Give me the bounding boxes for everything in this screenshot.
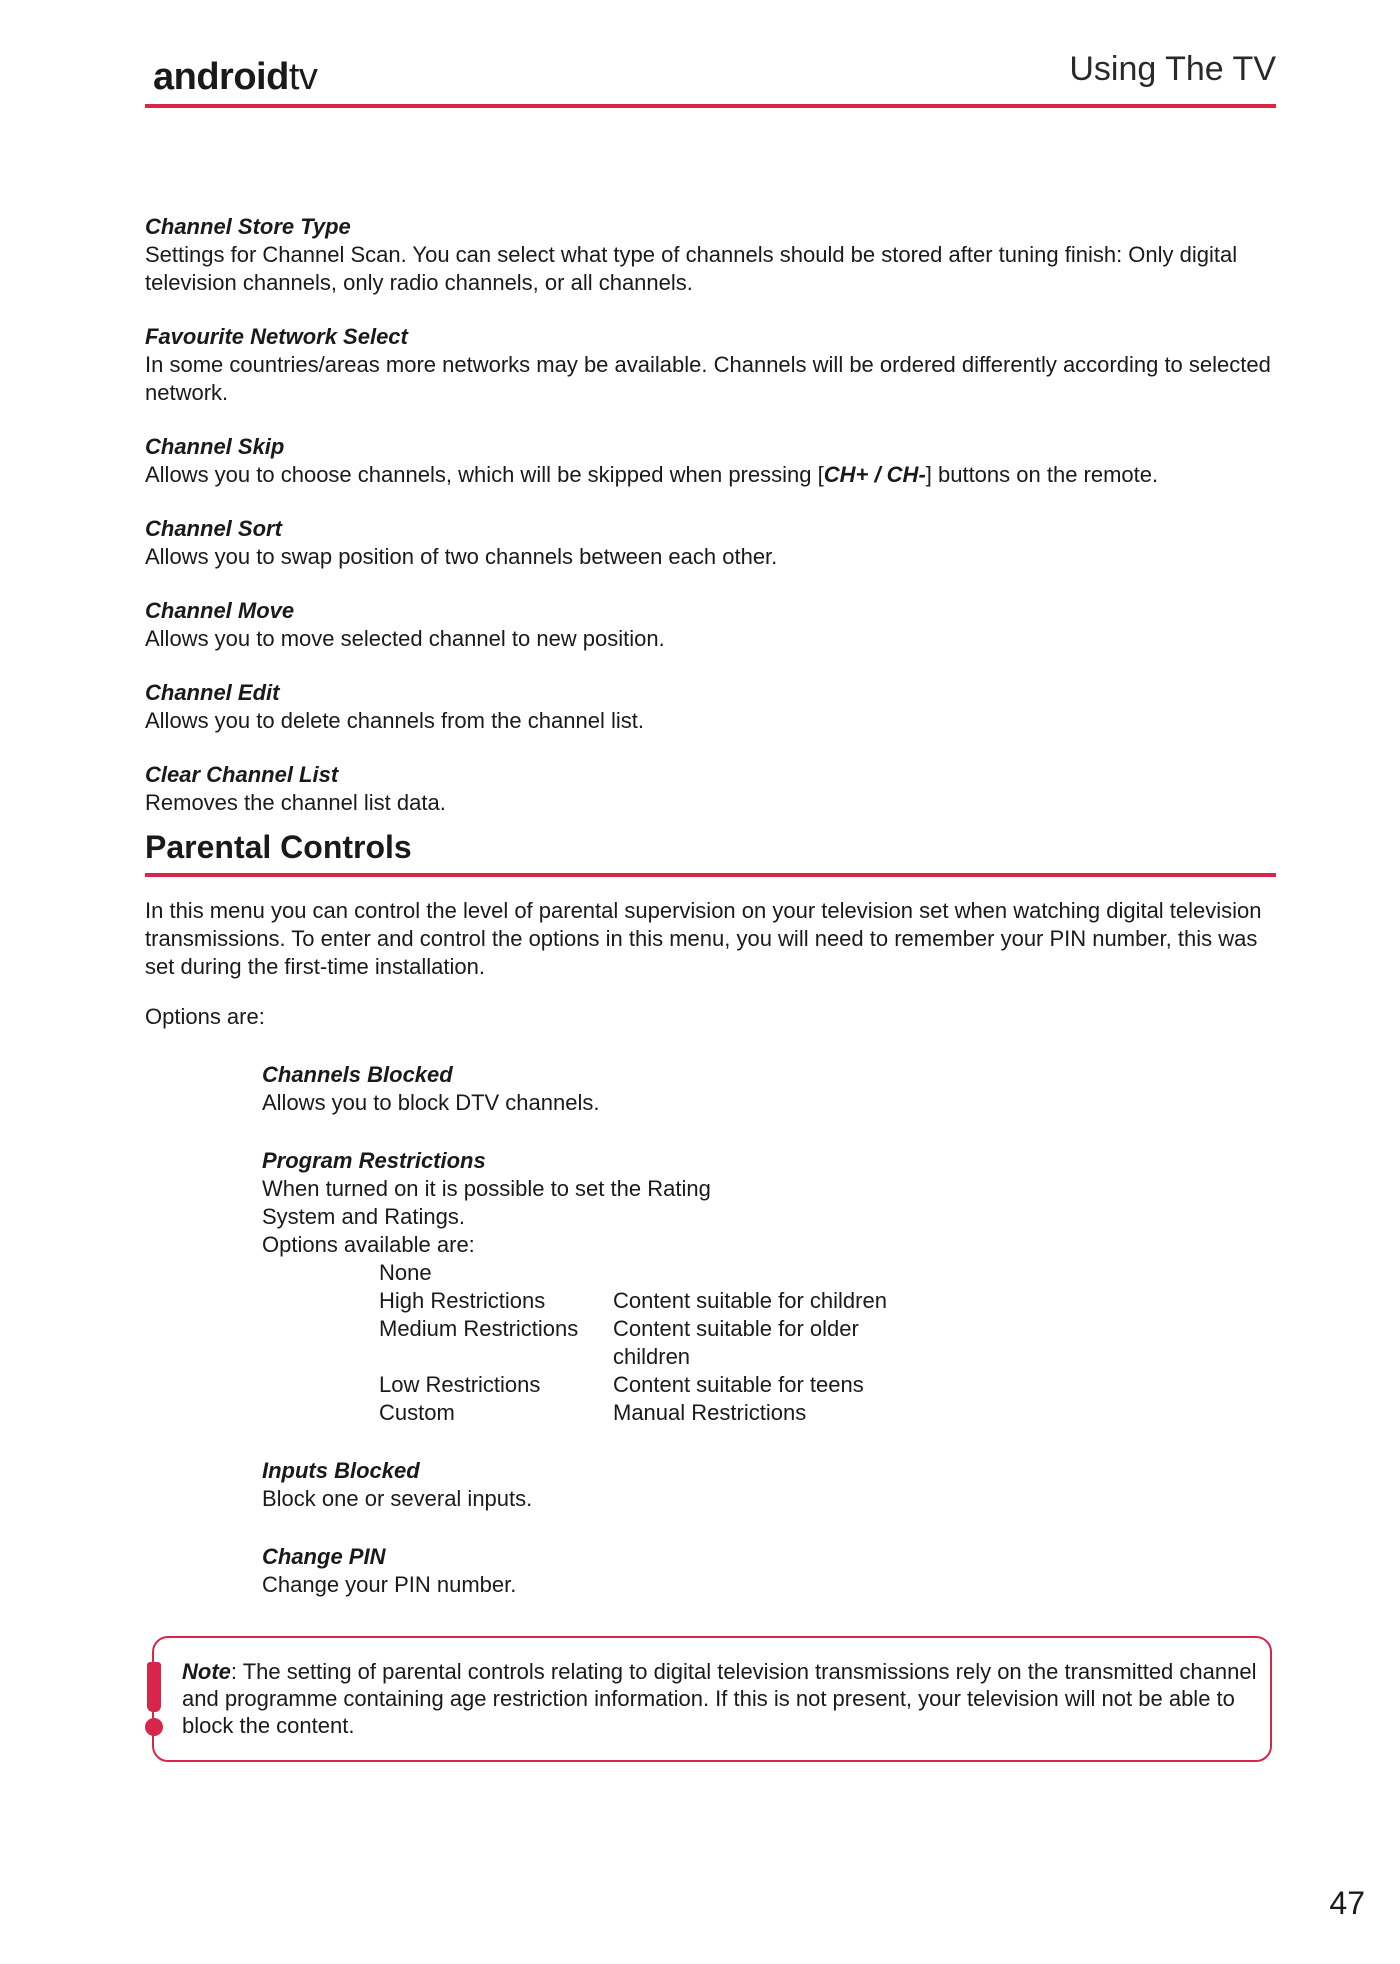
entry-clear-channel-list: [145, 761, 1276, 817]
restriction-name: None: [379, 1260, 432, 1285]
body-text: Allows you to choose channels, which will be skipped when pressing [: [145, 462, 824, 487]
entry-title: Channel Move: [145, 598, 295, 623]
body-text: ] buttons on the remote.: [925, 462, 1159, 487]
remote-buttons: CH+ / CH-: [823, 462, 926, 487]
entry-title: Channel Edit: [145, 680, 280, 705]
entry-title: Channel Skip: [145, 434, 285, 459]
restriction-name: Custom: [379, 1400, 455, 1425]
logo-android: android: [153, 56, 289, 98]
restriction-desc: Content suitable for older children: [613, 1316, 859, 1369]
page-header: [145, 40, 1276, 110]
restriction-name: Low Restrictions: [379, 1372, 541, 1397]
restriction-levels: [379, 1259, 1276, 1427]
parental-options: [262, 1061, 1276, 1599]
option-title: Inputs Blocked: [262, 1458, 420, 1483]
note-text: [182, 1658, 1262, 1739]
entry-body: Allows you to swap position of two channels between each other.: [145, 544, 778, 569]
option-body-line: Options available are:: [262, 1232, 475, 1257]
restriction-name: High Restrictions: [379, 1288, 546, 1313]
restriction-desc: Manual Restrictions: [613, 1400, 807, 1425]
options-label: Options are:: [145, 1004, 265, 1029]
page-number: 47: [1329, 1885, 1365, 1921]
entry-body: In some countries/areas more networks may be available. Channels will be ordered differently according to selected network.: [145, 352, 1271, 405]
main-content: [145, 213, 1276, 1629]
restriction-desc: [613, 1259, 933, 1287]
option-body: Allows you to block DTV channels.: [262, 1090, 600, 1115]
entry-channel-store-type: [145, 213, 1276, 297]
entry-title: Favourite Network Select: [145, 324, 408, 349]
option-body-line: When turned on it is possible to set the Rating: [262, 1176, 711, 1201]
header-title: Using The TV: [1069, 50, 1276, 88]
option-title: Change PIN: [262, 1544, 386, 1569]
entry-channel-move: [145, 597, 1276, 653]
note-body: : The setting of parental controls relating to digital television transmissions rely on the transmitted channel and programme containing age restriction information. If this is not present, your television will not be able to block the content.: [182, 1659, 1257, 1738]
option-body: Block one or several inputs.: [262, 1486, 533, 1511]
entry-channel-edit: [145, 679, 1276, 735]
entry-body: Settings for Channel Scan. You can select what type of channels should be stored after tuning finish: Only digital television channels, only radio channels, or all channels.: [145, 242, 1238, 295]
note-label: Note: [182, 1659, 231, 1684]
entry-body: Allows you to move selected channel to new position.: [145, 626, 665, 651]
option-change-pin: [262, 1543, 1276, 1599]
option-program-restrictions: [262, 1147, 1276, 1427]
entry-favourite-network-select: [145, 323, 1276, 407]
entry-body: Removes the channel list data.: [145, 790, 446, 815]
option-body-line: System and Ratings.: [262, 1204, 465, 1229]
section-rule: [145, 873, 1276, 877]
entry-channel-sort: [145, 515, 1276, 571]
option-channels-blocked: [262, 1061, 1276, 1117]
restriction-desc: Content suitable for teens: [613, 1372, 864, 1397]
exclamation-icon: [145, 1662, 165, 1736]
option-title: Channels Blocked: [262, 1062, 453, 1087]
entry-body: [145, 461, 1276, 489]
entry-title: Channel Sort: [145, 516, 282, 541]
parental-intro: In this menu you can control the level of parental supervision on your television set when watching digital television transmissions. To enter and control the options in this menu, you will need to remember your PIN number, this was set during the first-time installation.: [145, 898, 1262, 979]
header-rule: [145, 104, 1276, 108]
exclamation-dot: [145, 1718, 163, 1736]
option-inputs-blocked: [262, 1457, 1276, 1513]
entry-body: Allows you to delete channels from the channel list.: [145, 708, 644, 733]
restriction-desc: Content suitable for children: [613, 1288, 887, 1313]
androidtv-logo: [153, 56, 317, 99]
exclamation-bar: [147, 1662, 161, 1712]
entry-channel-skip: [145, 433, 1276, 489]
entry-title: Channel Store Type: [145, 214, 351, 239]
entry-title: Clear Channel List: [145, 762, 339, 787]
restriction-name: Medium Restrictions: [379, 1316, 579, 1341]
logo-tv: tv: [288, 56, 318, 98]
option-body: Change your PIN number.: [262, 1572, 517, 1597]
section-title-parental-controls: Parental Controls: [145, 829, 412, 865]
option-title: Program Restrictions: [262, 1148, 486, 1173]
